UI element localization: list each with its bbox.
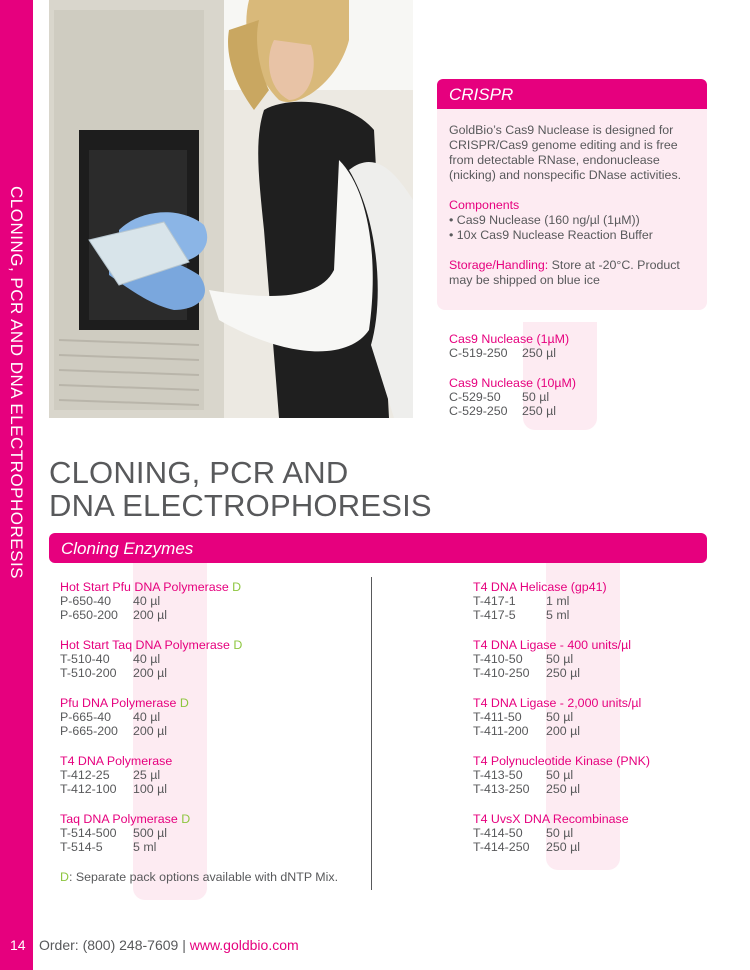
product-name-line [60,696,360,710]
product-size: 250 µl [522,404,557,418]
product-size: 50 µl [546,826,574,840]
cas9-product-list [449,332,609,434]
lab-photo [49,0,413,418]
product-size: 50 µl [546,768,574,782]
product-sku: C-529-250 [449,404,508,418]
dntp-marker: D [229,638,243,652]
product-item [473,580,703,622]
product-size: 25 µl [133,768,161,782]
product-name: Hot Start Taq DNA Polymerase [60,638,230,652]
sidebar-section-title: CLONING, PCR AND DNA ELECTROPHORESIS [7,186,26,580]
product-sku: T-514-500 [60,826,117,840]
product-size: 50 µl [546,710,574,724]
product-sku: P-665-200 [60,724,118,738]
product-name-line [60,754,360,768]
dntp-marker: D [228,580,242,594]
storage-handling [449,258,695,288]
product-size: 200 µl [133,608,168,622]
product-size: 1 ml [546,594,570,608]
product-name: T4 Polynucleotide Kinase (PNK) [473,754,650,768]
product-item [60,812,360,854]
product-row [60,782,360,796]
product-row [473,594,703,608]
product-row [60,768,360,782]
footnote-marker: D [60,870,69,884]
product-row [473,724,703,738]
product-row [473,768,703,782]
cloning-list-right [473,580,703,870]
footer-order-line [39,937,299,953]
product-sku: C-529-50 [449,390,501,404]
component-item: • Cas9 Nuclease (160 ng/µl (1µM)) [449,213,640,227]
product-row [60,710,360,724]
dntp-footnote [60,870,360,884]
product-item [449,332,609,360]
product-size: 100 µl [133,782,168,796]
product-sku: T-414-50 [473,826,523,840]
product-row [473,826,703,840]
product-size: 200 µl [133,724,168,738]
product-sku: T-412-100 [60,782,117,796]
product-item [60,638,360,680]
product-name: Taq DNA Polymerase [60,812,178,826]
product-name: Cas9 Nuclease (1µM) [449,332,570,346]
product-row [449,390,609,404]
product-size: 40 µl [133,594,161,608]
product-sku: P-650-40 [60,594,111,608]
product-sku: T-413-50 [473,768,523,782]
product-size: 250 µl [522,346,557,360]
product-sku: T-510-40 [60,652,110,666]
product-sku: T-411-200 [473,724,529,738]
product-row [60,840,360,854]
component-item: • 10x Cas9 Nuclease Reaction Buffer [449,228,653,242]
product-size: 50 µl [522,390,550,404]
product-sku: T-411-50 [473,710,522,724]
product-sku: T-417-5 [473,608,516,622]
product-sku: T-417-1 [473,594,516,608]
product-row [60,608,360,622]
product-size: 250 µl [546,666,581,680]
product-size: 5 ml [546,608,570,622]
website-link[interactable]: www.goldbio.com [189,937,299,953]
product-item [60,696,360,738]
column-divider [371,577,372,890]
product-item [473,754,703,796]
page-title [49,456,432,522]
product-row [60,652,360,666]
product-size: 40 µl [133,710,161,724]
product-name: T4 DNA Polymerase [60,754,173,768]
product-row [60,666,360,680]
product-item [473,696,703,738]
product-row [473,608,703,622]
product-name: Hot Start Pfu DNA Polymerase [60,580,229,594]
dntp-marker: D [176,696,189,710]
product-name: T4 UvsX DNA Recombinase [473,812,629,826]
dntp-marker: D [177,812,191,826]
product-name: T4 DNA Ligase - 400 units/µl [473,638,631,652]
page-number: 14 [10,937,26,953]
product-item [473,638,703,680]
product-row [449,404,609,418]
product-size: 200 µl [546,724,581,738]
crispr-description: GoldBio’s Cas9 Nuclease is designed for CRISPR/Cas9 genome editing and is free from detectable RNase, endonuclease (nicking) and nonspecific DNase activities. [449,123,682,182]
product-sku: P-650-200 [60,608,118,622]
product-size: 250 µl [546,840,581,854]
product-sku: T-410-250 [473,666,530,680]
product-size: 250 µl [546,782,581,796]
product-size: 50 µl [546,652,574,666]
cloning-enzymes-header: Cloning Enzymes [49,533,707,563]
storage-text: Store at -20°C. Product may be shipped on blue ice [449,258,680,287]
crispr-header: CRISPR [437,79,707,109]
product-name-line [60,580,360,594]
product-row [473,666,703,680]
product-item [449,376,609,418]
product-sku: P-665-40 [60,710,111,724]
product-row [473,710,703,724]
page-title-line: DNA ELECTROPHORESIS [49,488,432,523]
product-item [473,812,703,854]
product-name: Pfu DNA Polymerase [60,696,177,710]
product-name: T4 DNA Ligase - 2,000 units/µl [473,696,642,710]
product-item [60,754,360,796]
order-phone: Order: (800) 248-7609 | [39,937,190,953]
product-row [60,826,360,840]
product-name-line [60,812,360,826]
product-name-line [60,638,360,652]
product-row [473,782,703,796]
storage-label: Storage/Handling: [449,258,549,272]
product-row [60,594,360,608]
components-label: Components [449,198,520,212]
product-size: 200 µl [133,666,168,680]
footnote-text: : Separate pack options available with dNTP Mix. [68,870,339,884]
product-sku: T-412-25 [60,768,110,782]
product-sku: T-413-250 [473,782,530,796]
crispr-info-box [437,109,707,310]
product-name: Cas9 Nuclease (10µM) [449,376,576,390]
product-size: 40 µl [133,652,161,666]
product-sku: T-510-200 [60,666,117,680]
product-name: T4 DNA Helicase (gp41) [473,580,607,594]
product-sku: C-519-250 [449,346,508,360]
product-row [473,652,703,666]
product-sku: T-414-250 [473,840,530,854]
product-sku: T-410-50 [473,652,523,666]
cloning-list-left [60,580,360,884]
product-sku: T-514-5 [60,840,103,854]
product-item [60,580,360,622]
product-row [60,724,360,738]
product-row [449,346,609,360]
product-row [473,840,703,854]
page-title-line: CLONING, PCR AND [49,455,349,490]
product-size: 5 ml [133,840,157,854]
product-size: 500 µl [133,826,168,840]
